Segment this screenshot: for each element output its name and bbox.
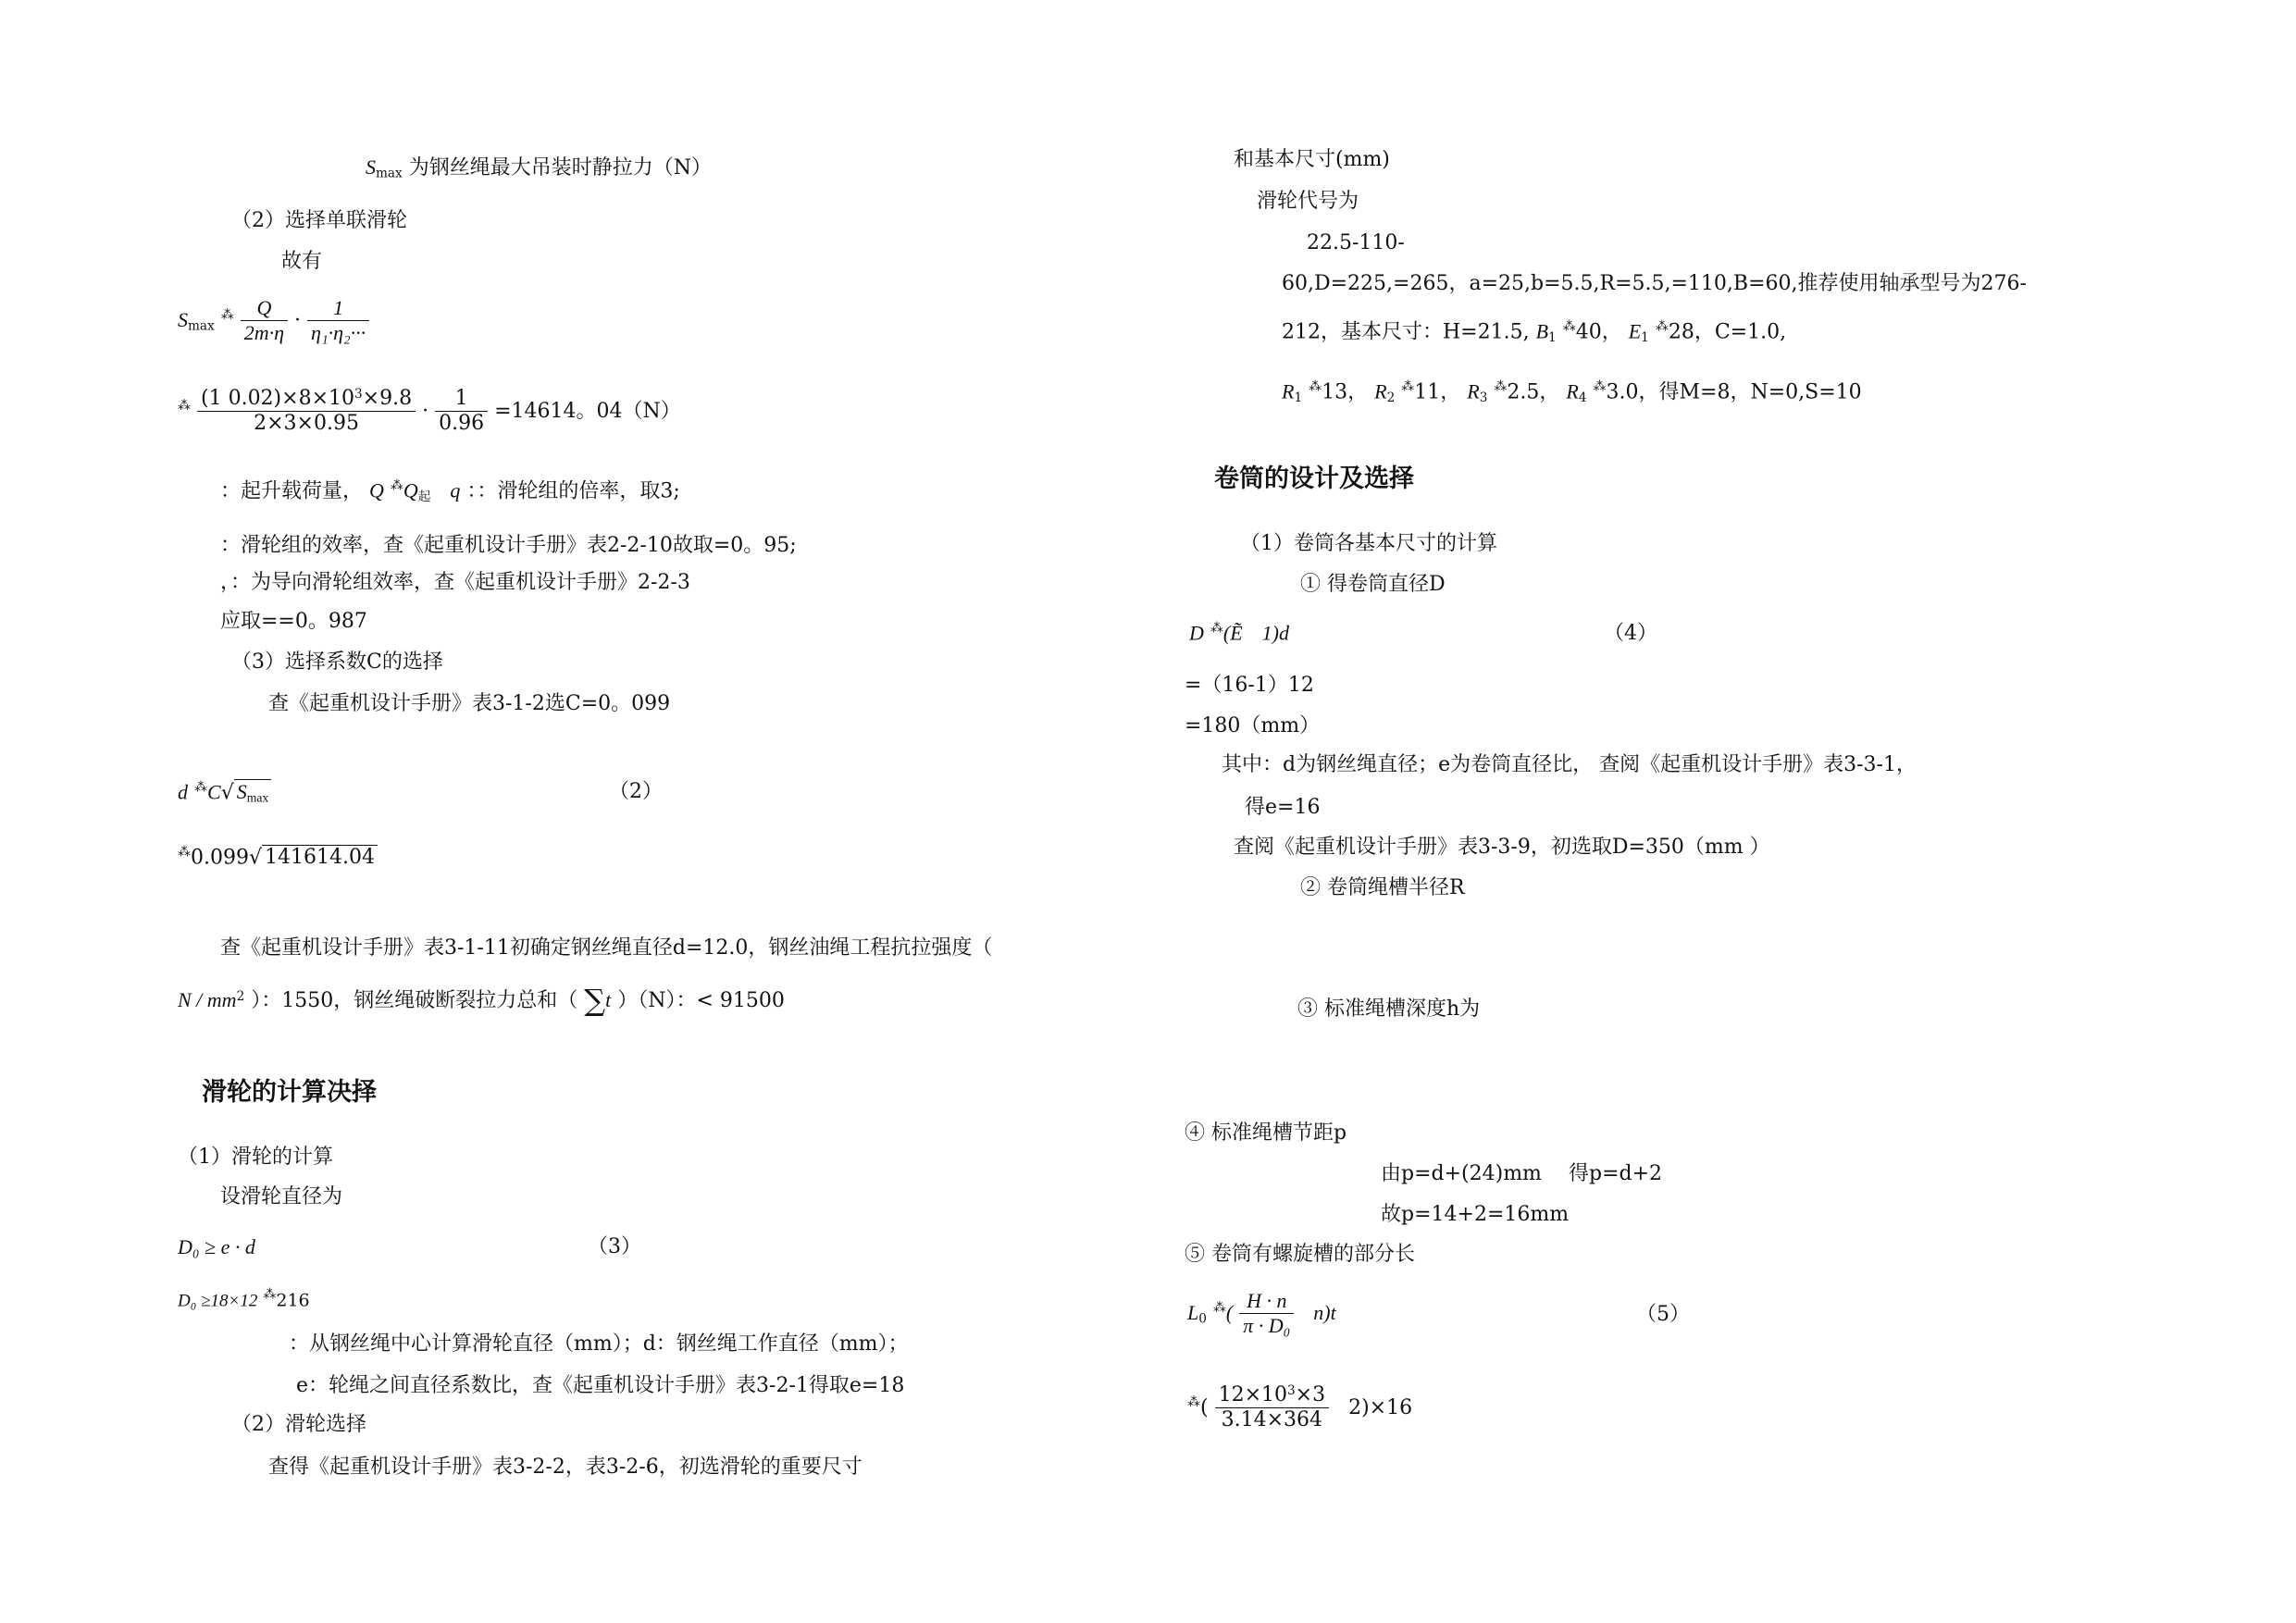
drum-calc-2: =180（mm） [1185,714,1321,737]
right-line-1: 和基本尺寸(mm) [1234,148,1390,171]
drum-step-1: （1）卷筒各基本尺寸的计算 [1240,532,1497,555]
step-3-text: 查《起重机设计手册》表3-1-2选C=0。099 [268,692,671,715]
drum-step-3: ③ 标准绳槽深度h为 [1297,997,1481,1021]
definition-line-2: e：轮绳之间直径系数比，查《起重机设计手册》表3-2-1得取e=18 [296,1374,905,1397]
equation-smax-value: ⁂ $\frac{(1 0.02)\times 8\times 10^3\times 9.8}{2\times 3\times 0.95}$ · $\frac{1}{0.96}$ =14614。04（N） [178,387,681,436]
drum-calc-1: =（16-1）12 [1185,674,1314,697]
drum-step-2: ② 卷筒绳槽半径R [1300,876,1465,899]
heading-pulley: 滑轮的计算决择 [202,1078,377,1107]
equation-l0: L0 ⁂( $\frac{H \cdot n}{\text{π · D₀}}$ n)t [1187,1289,1336,1338]
pulley-step-2-text: 查得《起重机设计手册》表3-2-2，表3-2-6，初选滑轮的重要尺寸 [268,1456,863,1479]
drum-note-2: 得e=16 [1245,796,1321,819]
equation-drum-d-number: （4） [1604,622,1657,645]
equation-d0: D₀ ≥ e · d [178,1235,255,1258]
equation-drum-d: D ⁂(Ẽ 1)d [1189,621,1289,645]
equation-l0-number: （5） [1636,1303,1690,1326]
guyou-text: 故有 [281,250,323,273]
pulley-step-2: （2）滑轮选择 [231,1413,366,1436]
right-line-3: 22.5-110- [1307,231,1405,254]
right-line-2: 滑轮代号为 [1257,190,1359,213]
smax-definition: Smax 为钢丝绳最大吊装时静拉力（N） [366,155,712,181]
drum-step-4b: 得p=d+2 [1569,1162,1663,1185]
equation-d: d ⁂C√ Smax [178,780,271,806]
drum-step-5: ⑤ 卷筒有螺旋槽的部分长 [1185,1243,1415,1266]
equation-d0-value: D₀ ≥18×12 ⁂216 [178,1287,310,1311]
equation-d0-number: （3） [588,1235,641,1258]
right-line-5: 212，基本尺寸：H=21.5, B1 ⁂40， E1 ⁂28，C=1.0, [1282,319,1787,345]
step-3-title: （3）选择系数C的选择 [231,650,443,674]
pulley-step-1-sub: 设滑轮直径为 [220,1185,343,1208]
drum-step-1a: ① 得卷筒直径D [1300,573,1446,596]
step-2-title: （2）选择单联滑轮 [231,209,407,232]
drum-step-4: ④ 标准绳槽节距p [1185,1121,1347,1145]
definition-line-1: ：从钢丝绳中心计算滑轮直径（mm）；d：钢丝绳工作直径（mm）； [289,1332,909,1356]
drum-note-1: 其中：d为钢丝绳直径；e为卷筒直径比， 查阅《起重机设计手册》表3-3-1， [1222,753,1917,776]
line-load: ：起升载荷量， Q ⁂Q起 q ：：滑轮组的倍率，取3; [220,478,680,504]
line-efficiency: ：滑轮组的效率，查《起重机设计手册》表2-2-10故取=0。95; [220,534,797,557]
equation-l0-value: ⁂( $\frac{12\times 10^3\times 3}{3.14\times 364}$ 2)×16 [1187,1383,1413,1432]
paragraph-rope-2: N / $mm^2$ ）：1550，钢丝绳破断裂拉力总和（ ∑t ）（N）：< 91500 [178,983,785,1018]
equation-smax: Smax ⁂ $\frac{Q}{2m\cdot\eta}$ · $\frac{1}{\text{η₁·η₂···}}$ [178,296,369,346]
heading-drum: 卷筒的设计及选择 [1214,465,1414,493]
line-guide-efficiency: ，：为导向滑轮组效率，查《起重机设计手册》2-2-3 [220,571,690,594]
drum-step-4c: 故p=14+2=16mm [1381,1203,1570,1226]
drum-step-4a: 由p=d+(24)mm [1381,1162,1542,1185]
right-line-4: 60,D=225,=265，a=25,b=5.5,R=5.5,=110,B=60,推荐使用轴承型号为276- [1282,272,2027,295]
line-efficiency-value: 应取==0。987 [220,610,367,633]
equation-d-value: ⁂0.099√ 141614.04 [178,845,378,871]
drum-note-3: 查阅《起重机设计手册》表3-3-9，初选取D=350（mm ） [1234,836,1770,859]
pulley-step-1: （1）滑轮的计算 [178,1146,333,1169]
paragraph-rope: 查《起重机设计手册》表3-1-11初确定钢丝绳直径d=12.0，钢丝油绳工程抗拉强度（ [220,936,993,960]
right-line-6: R1 ⁂13， R2 ⁂11， R3 ⁂2.5， R4 ⁂3.0，得M=8，N=0,S=10 [1282,379,1862,405]
equation-d-number: （2） [609,780,663,803]
